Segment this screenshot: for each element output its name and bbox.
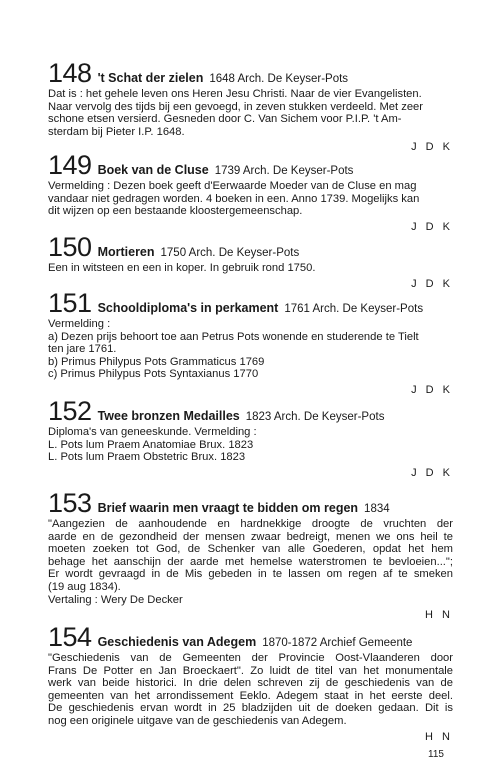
body-line: "Aangezien de aanhoudende en hardnekkige droogte de vruchten der — [48, 518, 453, 530]
entry-number: 149 — [48, 150, 92, 180]
entry-149 — [48, 152, 453, 233]
body-line: dit wijzen op een bestaande kloostergemeenschap. — [48, 205, 303, 218]
body-line: Vermelding : Dezen boek geeft d'Eerwaarde Moeder van de Cluse en mag — [48, 180, 417, 192]
body-line: Vermelding : — [48, 318, 111, 330]
entry-title: Geschiedenis van Adegem — [97, 635, 257, 649]
body-line: (19 aug 1834). — [48, 580, 121, 593]
entry-body — [48, 180, 453, 218]
body-line: c) Primus Philypus Pots Syntaxianus 1770 — [48, 368, 259, 381]
body-line: nog een originele uitgave van de geschiedenis van Adegem. — [48, 714, 347, 727]
entry-heading — [48, 152, 453, 179]
body-line: Frans De Potter en Jan Broeckaert". Zo luidt de titel van het monumentale — [48, 664, 453, 677]
entry-body — [48, 318, 453, 381]
body-line: Naar vervolg des tijds bij een gevoegd, in zeven stukken verdeeld. Met zeer — [48, 100, 423, 113]
body-line: Diploma's van geneeskunde. Vermelding : — [48, 426, 257, 438]
entry-148 — [48, 60, 453, 153]
entry-number: 154 — [48, 622, 92, 652]
body-line: behage het aanschijn der aarde met hemelse waterstromen te bevloeien..."; — [48, 555, 453, 568]
entry-meta: 1750 Arch. De Keyser-Pots — [160, 247, 300, 259]
author-initials: J D K — [411, 141, 453, 154]
entry-body — [48, 262, 453, 275]
entry-number: 151 — [48, 288, 92, 318]
entry-heading — [48, 490, 453, 517]
body-line: L. Pots lum Praem Anatomiae Brux. 1823 — [48, 438, 254, 451]
entry-heading — [48, 60, 453, 87]
entry-151 — [48, 290, 453, 396]
entry-meta: 1870-1872 Archief Gemeente — [262, 637, 413, 649]
entry-number: 148 — [48, 58, 92, 88]
entry-heading — [48, 398, 453, 425]
page-number: 115 — [428, 749, 444, 760]
entry-meta: 1761 Arch. De Keyser-Pots — [284, 303, 424, 315]
entry-title: Brief waarin men vraagt te bidden om regen — [97, 501, 359, 515]
body-line: De geschiedenis ervan wordt in 25 bladzijden uit de doeken gedaan. Dit is — [48, 702, 453, 715]
entry-meta: 1834 — [364, 503, 390, 515]
body-line: Dat is : het gehele leven ons Heren Jesu Christi. Naar de vier Evangelisten. — [48, 88, 422, 100]
body-line: a) Dezen prijs behoort toe aan Petrus Pots wonende en studerende te Tielt — [48, 330, 419, 343]
entry-153 — [48, 490, 453, 621]
entry-number: 150 — [48, 232, 92, 262]
entry-heading — [48, 234, 453, 261]
entry-number: 152 — [48, 396, 92, 426]
author-initials: H N — [425, 730, 453, 743]
entry-body — [48, 518, 453, 606]
body-line: b) Primus Philypus Pots Grammaticus 1769 — [48, 355, 265, 368]
entry-154 — [48, 624, 453, 743]
body-line: aarde en de gezondheid der mensen zwaar bedreigt, menen we ons heil te — [48, 530, 453, 543]
entry-152 — [48, 398, 453, 479]
entry-body — [48, 88, 453, 138]
body-line: moeten zoeken tot God, de Schenker van alle Goederen, opdat het hem — [48, 543, 453, 556]
body-line: Er wordt gevraagd in de Mis gebeden in te lassen om regen af te smeken — [48, 568, 453, 581]
body-line: sterdam bij Pieter I.P. 1648. — [48, 125, 185, 138]
entry-meta: 1648 Arch. De Keyser-Pots — [209, 73, 349, 85]
entry-title: 't Schat der zielen — [97, 71, 204, 85]
entry-title: Twee bronzen Medailles — [97, 409, 240, 423]
body-line: werk van beide historici. In drie delen schreven zij de geschiedenis van de — [48, 677, 453, 690]
entry-body — [48, 426, 453, 464]
author-initials: H N — [425, 609, 453, 622]
entry-title: Schooldiploma's in perkament — [97, 301, 279, 315]
author-initials: J D K — [411, 220, 453, 233]
body-line: gemeenten van het arrondissement Eeklo. Adegem staat in het eerste deel. — [48, 689, 453, 702]
author-initials: J D K — [411, 383, 453, 396]
entry-150 — [48, 234, 453, 290]
entry-title: Boek van de Cluse — [97, 163, 209, 177]
body-line: "Geschiedenis van de Gemeenten der Provincie Oost-Vlaanderen door — [48, 652, 453, 664]
entry-title: Mortieren — [97, 245, 155, 259]
entry-meta: 1823 Arch. De Keyser-Pots — [245, 411, 385, 423]
body-line: Vertaling : Wery De Decker — [48, 593, 183, 606]
body-line: L. Pots lum Praem Obstetric Brux. 1823 — [48, 451, 246, 464]
entry-heading — [48, 624, 453, 651]
author-initials: J D K — [411, 466, 453, 479]
entry-body — [48, 652, 453, 728]
body-line: vandaar niet gedragen worden. 4 boeken in een. Anno 1739. Mogelijks kan — [48, 192, 420, 205]
body-line: Een in witsteen en een in koper. In gebruik rond 1750. — [48, 262, 316, 274]
entry-number: 153 — [48, 488, 92, 518]
author-initials: J D K — [411, 277, 453, 290]
body-line: ten jare 1761. — [48, 343, 117, 356]
entry-meta: 1739 Arch. De Keyser-Pots — [214, 165, 354, 177]
body-line: schone etsen versierd. Gesneden door C. Van Sichem voor P.I.P. 't Am- — [48, 113, 402, 126]
entry-heading — [48, 290, 453, 317]
